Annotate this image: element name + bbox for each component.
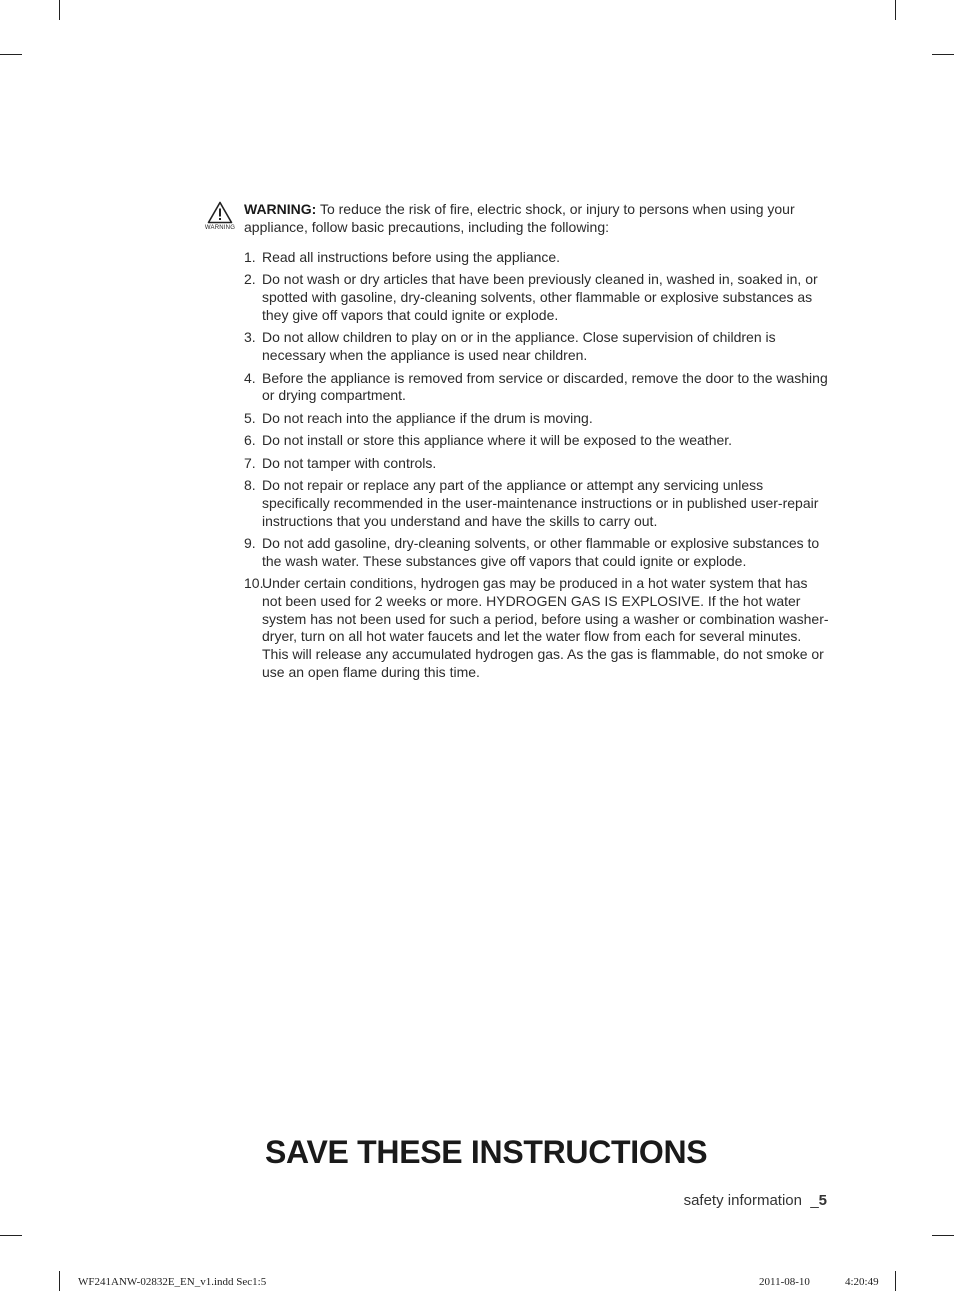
save-instructions-heading: SAVE THESE INSTRUCTIONS bbox=[265, 1134, 708, 1170]
item-text: Under certain conditions, hydrogen gas may be produced in a hot water system that has not been used for 2 weeks or more. HYDROGEN GAS IS EXPLOSIVE. If the hot water system has not been used for such a period, before using a washer or combination washer-dryer, turn on all hot water faucets and let the water flow from each for several minutes. This will release any accumulated hydrogen gas. As the gas is flammable, do not smoke or use an open flame during this time. bbox=[262, 575, 829, 681]
list-item bbox=[244, 249, 829, 267]
item-number: 1. bbox=[244, 249, 256, 265]
item-text: Do not repair or replace any part of the appliance or attempt any servicing unless specifically recommended in the user-maintenance instructions or in published user-repair instructions that you understand and have the skills to carry out. bbox=[262, 476, 819, 529]
item-number: 4. bbox=[244, 369, 256, 386]
page-prefix: _ bbox=[810, 1192, 819, 1209]
item-text: Do not reach into the appliance if the drum is moving. bbox=[262, 409, 593, 426]
item-text: Do not wash or dry articles that have been previously cleaned in, washed in, soaked in, or spotted with gasoline, dry-cleaning solvents, other flammable or explosive substances as they give off vapors that could ignite or explode. bbox=[262, 271, 818, 323]
crop-mark bbox=[895, 1271, 896, 1291]
item-text: Do not install or store this appliance where it will be exposed to the weather. bbox=[262, 432, 733, 449]
item-text: Do not allow children to play on or in the appliance. Close supervision of children is necessary when the appliance is used near children. bbox=[262, 329, 776, 364]
item-number: 2. bbox=[244, 271, 256, 288]
item-number: 3. bbox=[244, 329, 256, 346]
item-text: Before the appliance is removed from service or discarded, remove the door to the washing or drying compartment. bbox=[262, 369, 828, 404]
section-name: safety information bbox=[683, 1192, 802, 1209]
item-number: 7. bbox=[244, 454, 256, 471]
list-item bbox=[244, 575, 829, 682]
item-number: 6. bbox=[244, 432, 256, 449]
list-item bbox=[244, 432, 829, 450]
item-number: 5. bbox=[244, 409, 256, 426]
item-text: Do not add gasoline, dry-cleaning solvents, or other flammable or explosive substances to the wash water. These substances give off vapors that could ignite or explode. bbox=[262, 534, 820, 569]
item-number: 8. bbox=[244, 476, 256, 493]
warning-label: WARNING: bbox=[244, 201, 317, 217]
crop-mark bbox=[932, 54, 954, 55]
instruction-list bbox=[244, 249, 829, 686]
slug-time: 4:20:49 bbox=[845, 1276, 879, 1288]
crop-mark bbox=[932, 1235, 954, 1236]
crop-mark bbox=[0, 54, 22, 55]
list-item bbox=[244, 455, 829, 473]
slug-date: 2011-08-10 bbox=[759, 1276, 810, 1288]
list-item bbox=[244, 370, 829, 406]
crop-mark bbox=[59, 0, 60, 20]
page-number: 5 bbox=[818, 1192, 827, 1209]
page-footer bbox=[684, 1192, 827, 1209]
warning-text: To reduce the risk of fire, electric shock, or injury to persons when using your appliance, follow basic precautions, including the following: bbox=[244, 201, 795, 235]
crop-mark bbox=[0, 1235, 22, 1236]
list-item bbox=[244, 477, 829, 530]
list-item bbox=[244, 329, 829, 365]
warning-icon-label: WARNING bbox=[204, 225, 236, 231]
crop-mark bbox=[895, 0, 896, 20]
list-item bbox=[244, 271, 829, 324]
slug-file: WF241ANW-02832E_EN_v1.indd Sec1:5 bbox=[78, 1276, 267, 1288]
list-item bbox=[244, 410, 829, 428]
item-text: Read all instructions before using the appliance. bbox=[262, 249, 561, 265]
item-number: 10. bbox=[244, 575, 264, 592]
item-number: 9. bbox=[244, 534, 256, 551]
crop-mark bbox=[59, 1271, 60, 1291]
warning-triangle-icon bbox=[201, 201, 239, 235]
item-text: Do not tamper with controls. bbox=[262, 454, 437, 471]
warning-intro bbox=[244, 200, 829, 236]
list-item bbox=[244, 535, 829, 571]
